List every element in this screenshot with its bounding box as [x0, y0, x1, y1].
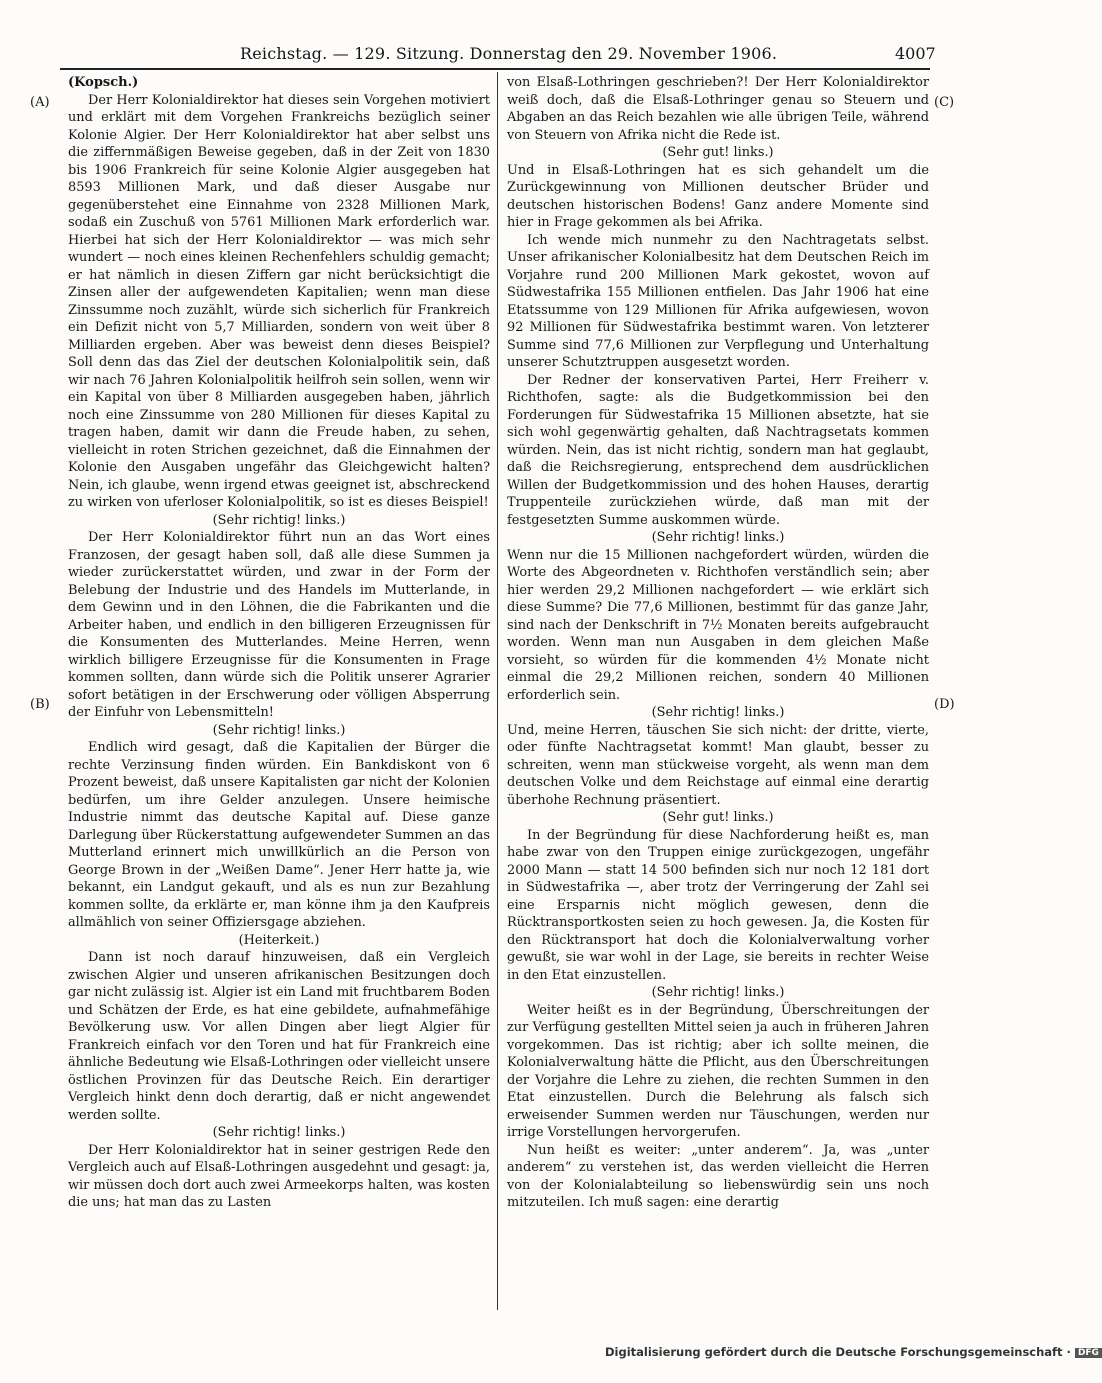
page-number: 4007	[895, 44, 936, 63]
paragraph: Der Herr Kolonialdirektor hat dieses sein Vorgehen motiviert und erklärt mit dem Vorgehen Frankreichs bezüglich seiner Kolonie Algier. Der Herr Kolonialdirektor hat aber selbst uns die ziffernmäßigen Beweise gegeben, daß in der Zeit von 1830 bis 1906 Frankreich für seine Kolonie Algier ausgegeben hat 8593 Millionen Mark, und daß dieser Ausgabe nur gegenüberstehet eine Einnahme von 2328 Millionen Mark, sodaß ein Zuschuß von 5761 Millionen Mark erforderlich war. Hierbei hat sich der Herr Kolonialdirektor — was mich sehr wundert — noch eines kleinen Rechenfehlers schuldig gemacht; er hat nämlich in diesen Ziffern gar nicht berücksichtigt die Zinsen aller der aufgewendeten Kapitalien; wenn man diese Zinssumme noch zuzählt, würde sich sicherlich für Frankreich ein Defizit nicht von 5,7 Milliarden, sondern von weit über 8 Milliarden ergeben. Aber was beweist denn dieses Beispiel? Soll denn das das Ziel der deutschen Kolonialpolitik sein, daß wir nach 76 Jahren Kolonialpolitik heilfroh sein sollen, wenn wir ein Kapital von über 8 Milliarden ausgegeben haben, jährlich noch eine Zinssumme von 280 Millionen für dieses Kapital zu tragen haben, damit wir dann die Freude haben, zu sehen, vielleicht in roten Strichen gezeichnet, daß die Einnahmen der Kolonie den Ausgaben ungefähr das Gleichgewicht halten? Nein, ich glaube, wenn irgend etwas geeignet ist, abschreckend zu wirken von uferloser Kolonialpolitik, so ist es dieses Beispiel!	[68, 92, 490, 510]
speaker-label: (Kopsch.)	[68, 75, 139, 90]
interjection: (Sehr richtig! links.)	[212, 512, 346, 528]
paragraph: Und in Elsaß-Lothringen hat es sich gehandelt um die Zurückgewinnung von Millionen deutscher Brüder und deutschen historischen Bodens! Ganz andere Momente sind hier in Frage gekommen als bei Afrika.	[507, 162, 929, 230]
paragraph: Wenn nur die 15 Millionen nachgefordert würden, würden die Worte des Abgeordneten v. Richthofen verständlich sein; aber hier werden 29,2 Millionen nachgefordert — wie erklärt sich diese Summe? Die 77,6 Millionen, bestimmt für das ganze Jahr, sind nach der Denkschrift in 7½ Monaten bereits aufgebraucht worden. Wenn man nun Ausgaben in dem gleichen Maße vorsieht, so würden für die kommenden 4½ Monate nicht einmal die 29,2 Millionen reichen, sondern 40 Millionen erforderlich sein.	[507, 547, 929, 703]
interjection: (Sehr gut! links.)	[662, 145, 774, 160]
interjection: (Sehr richtig! links.)	[212, 1125, 346, 1140]
interjection: (Sehr richtig! links.)	[212, 722, 346, 738]
margin-mark-d: (D)	[934, 697, 955, 712]
page-header: Reichstag. — 129. Sitzung. Donnerstag den 29. November 1906.	[240, 44, 778, 63]
column-divider	[497, 72, 498, 1310]
paragraph: Dann ist noch darauf hinzuweisen, daß ein Vergleich zwischen Algier und unseren afrikanischen Besitzungen doch gar nicht zulässig ist. Algier ist ein Land mit fruchtbarem Boden und Schätzen der Erde, es hat eine gebildete, aufnahmefähige Bevölkerung usw. Vor allen Dingen aber liegt Algier für Frankreich einfach vor den Toren und hat für Frankreich eine ähnliche Bedeutung wie Elsaß-Lothringen oder vielleicht unsere östlichen Provinzen für das Deutsche Reich. Ein derartiger Vergleich hinkt denn doch derartig, daß er nicht angewendet werden sollte.	[68, 950, 490, 1123]
footer-text: Digitalisierung gefördert durch die Deutsche Forschungsgemeinschaft ·	[605, 1345, 1071, 1359]
paragraph: von Elsaß-Lothringen geschrieben?! Der Herr Kolonialdirektor weiß doch, daß die Elsaß-Lothringer genau so Steuern und Abgaben an das Reich bezahlen wie alle übrigen Teile, während von Steuern von Afrika nicht die Rede ist.	[507, 75, 929, 143]
left-column	[68, 74, 490, 1212]
paragraph: Der Redner der konservativen Partei, Herr Freiherr v. Richthofen, sagte: als die Budgetkommission bei den Forderungen für Südwestafrika 15 Millionen absetzte, hat sie sich wohl gegenwärtig gehalten, daß Nachtragsetats kommen würden. Nein, das ist nicht richtig, sondern man hat geglaubt, daß die Reichsregierung, entsprechend dem ausdrücklichen Willen der Budgetkommission und des hohen Hauses, derartig Truppenteile zurückziehen würde, daß man mit der festgesetzten Summe auskommen würde.	[507, 372, 929, 528]
paragraph: Und, meine Herren, täuschen Sie sich nicht: der dritte, vierte, oder fünfte Nachtragsetat kommt! Man glaubt, besser zu schreiten, wenn man stückweise vorgeht, als wenn man dem deutschen Volke und dem Reichstage auf einmal eine derartig überhohe Rechnung präsentiert.	[507, 722, 929, 808]
footer-credit	[605, 1345, 1102, 1359]
dfg-logo: DFG	[1075, 1348, 1102, 1358]
margin-mark-b: (B)	[30, 697, 50, 712]
interjection: (Sehr gut! links.)	[662, 810, 774, 825]
paragraph: Ich wende mich nunmehr zu den Nachtragetats selbst. Unser afrikanischer Kolonialbesitz hat dem Deutschen Reich im Vorjahre rund 200 Millionen Mark gekostet, wovon auf Südwestafrika 155 Millionen entfielen. Das Jahr 1906 hat eine Etatssumme von 129 Millionen für Afrika aufgewiesen, wovon 92 Millionen für Südwestafrika bestimmt waren. Von letzterer Summe sind 77,6 Millionen zur Verpflegung und Unterhaltung unserer Schutztruppen ausgesetzt worden.	[507, 232, 929, 370]
header-rule	[60, 68, 930, 70]
paragraph: In der Begründung für diese Nachforderung heißt es, man habe zwar von den Truppen einige zurückgezogen, ungefähr 2000 Mann — statt 14 500 befinden sich nur noch 12 181 dort in Südwestafrika —, aber trotz der Verringerung der Zahl sei eine Ersparnis nicht möglich gewesen, denn die Rücktransportkosten seien zu hoch gewesen. Ja, die Kosten für den Rücktransport hat doch die Kolonialverwaltung vorher gewußt, sie war wohl in der Lage, sie bereits in rechter Weise in den Etat einzustellen.	[507, 827, 929, 983]
margin-mark-a: (A)	[30, 95, 50, 110]
right-column	[507, 74, 929, 1212]
margin-mark-c: (C)	[934, 95, 955, 110]
interjection: (Heiterkeit.)	[238, 932, 320, 948]
paragraph: Der Herr Kolonialdirektor führt nun an das Wort eines Franzosen, der gesagt haben soll, daß alle diese Summen ja wieder zurückerstattet würden, und zwar in der Form der Belebung der Industrie und des Handels im Mutterlande, in dem Gewinn und in den Löhnen, die die Fabrikanten und die Arbeiter haben, und endlich in den billigeren Erzeugnissen für die Konsumenten des Mutterlandes. Meine Herren, wenn wirklich billigere Erzeugnisse für die Konsumenten in Frage kommen sollten, dann würde sich die Politik unserer Agrarier sofort betätigen in der Erschwerung oder völligen Absperrung der Einfuhr von Lebensmitteln!	[68, 530, 490, 720]
paragraph: Nun heißt es weiter: „unter anderem“. Ja, was „unter anderem“ zu verstehen ist, das werden vielleicht die Herren von der Kolonialabteilung so liebenswürdig sein uns noch mitzuteilen. Ich muß sagen: eine derartig	[507, 1142, 929, 1210]
paragraph: Weiter heißt es in der Begründung, Überschreitungen der zur Verfügung gestellten Mittel seien ja auch in früheren Jahren vorgekommen. Das ist richtig; aber ich sollte meinen, die Kolonialverwaltung hätte die Pflicht, aus den Überschreitungen der Vorjahre die Lehre zu ziehen, die rechten Summen in den Etat einzustellen. Durch die Belehrung als falsch sich erweisender Summen werden nur Täuschungen, werden nur irrige Vorstellungen hervorgerufen.	[507, 1002, 929, 1140]
interjection: (Sehr richtig! links.)	[651, 530, 785, 545]
paragraph: Der Herr Kolonialdirektor hat in seiner gestrigen Rede den Vergleich auch auf Elsaß-Lothringen ausgedehnt und gesagt: ja, wir müssen doch dort auch zwei Armeekorps halten, was kosten die uns; hat man das zu Lasten	[68, 1142, 490, 1210]
paragraph: Endlich wird gesagt, daß die Kapitalien der Bürger die rechte Verzinsung finden würden. Ein Bankdiskont von 6 Prozent beweist, daß unsere Kapitalisten gar nicht der Kolonien bedürfen, um ihre Gelder anzulegen. Unsere heimische Industrie nimmt das deutsche Kapital auf. Diese ganze Darlegung über Rückerstattung aufgewendeter Summen an das Mutterland erinnert mich unwillkürlich an die Person von George Brown in der „Weißen Dame“. Jener Herr hatte ja, wie bekannt, ein Landgut gekauft, und als es nun zur Bezahlung kommen sollte, da erklärte er, man könne ihm ja den Kaufpreis allmählich von seiner Offiziersgage abziehen.	[68, 740, 490, 930]
interjection: (Sehr richtig! links.)	[651, 985, 785, 1000]
interjection: (Sehr richtig! links.)	[651, 705, 785, 720]
